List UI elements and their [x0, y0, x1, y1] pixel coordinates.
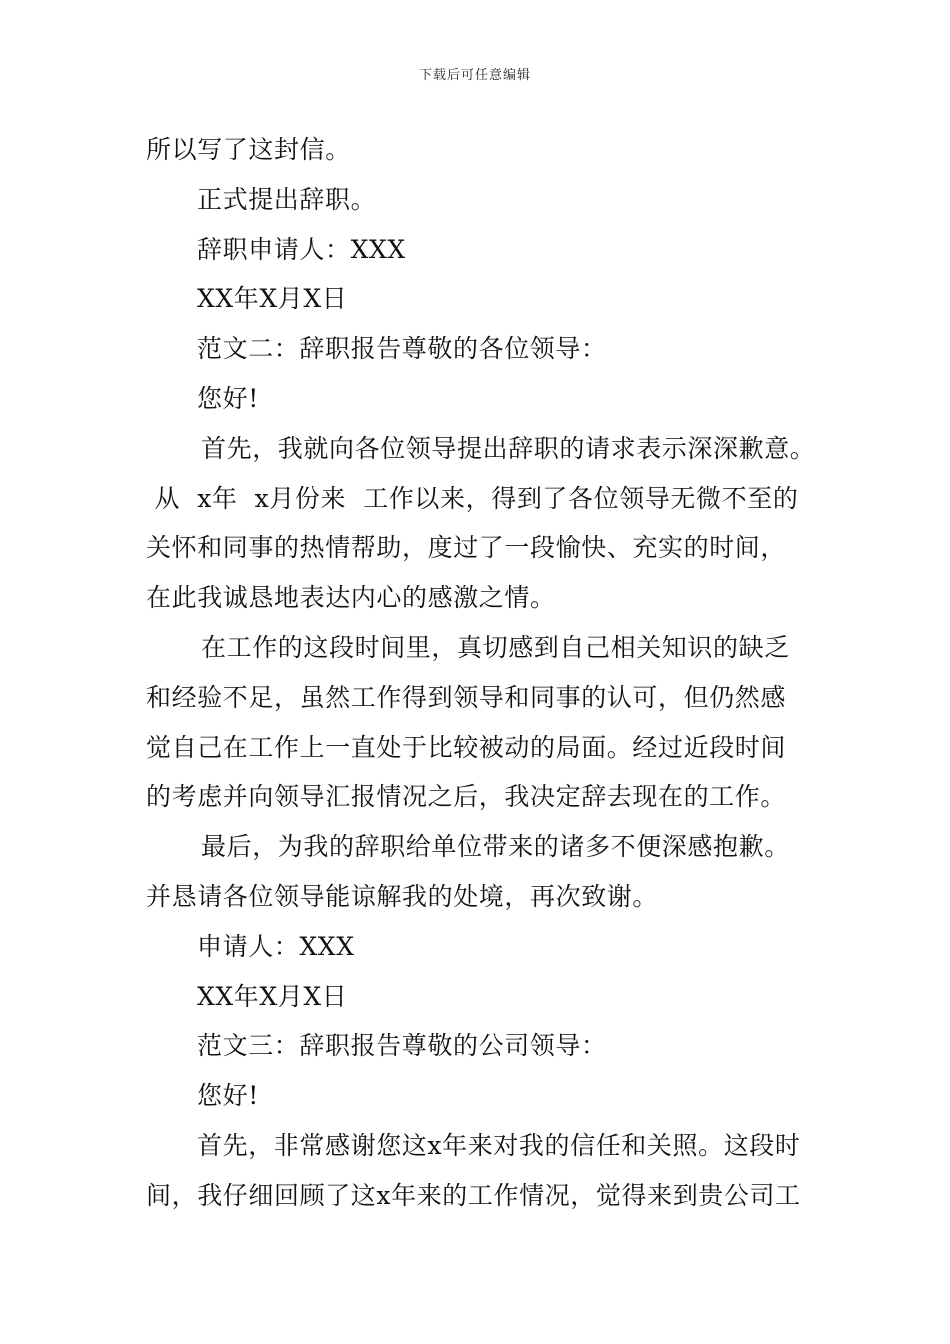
page-header-note: 下载后可任意编辑	[418, 68, 531, 83]
section-heading: 范文三：辞职报告尊敬的公司领导：	[197, 1031, 607, 1061]
paragraph-line: 并恳请各位领导能谅解我的处境，再次致谢。	[146, 881, 659, 911]
document-body	[146, 125, 826, 1221]
paragraph-line: 在此我诚恳地表达内心的感激之情。	[146, 583, 556, 613]
text-line: 所以写了这封信。	[146, 135, 351, 164]
paragraph-line: 在工作的这段时间里，真切感到自己相关知识的缺乏	[201, 632, 790, 662]
paragraph-line: 间，我仔细回顾了这x年来的工作情况，觉得来到贵公司工	[146, 1180, 801, 1210]
paragraph-line: 觉自己在工作上一直处于比较被动的局面。经过近段时间	[146, 732, 787, 762]
date-line: XX年X月X日	[197, 981, 348, 1011]
section-heading: 范文二：辞职报告尊敬的各位领导：	[197, 334, 607, 364]
paragraph-line: 首先，我就向各位领导提出辞职的请求表示深深歉意。	[201, 433, 816, 463]
applicant-line: 申请人：XXX	[197, 931, 355, 961]
greeting: 您好!	[197, 383, 259, 413]
text-line: XX年X月X日	[197, 284, 348, 314]
paragraph-line: 最后，为我的辞职给单位带来的诸多不便深感抱歉。	[201, 832, 790, 862]
paragraph-line: 首先，非常感谢您这x年来对我的信任和关照。这段时	[197, 1130, 801, 1160]
greeting: 您好!	[197, 1081, 259, 1111]
paragraph-line: 的考虑并向领导汇报情况之后，我决定辞去现在的工作。	[146, 782, 787, 812]
paragraph-line: 从 x年 x月份来 工作以来，得到了各位领导无微不至的	[146, 483, 799, 513]
paragraph-line: 关怀和同事的热情帮助，度过了一段愉快、充实的时间，	[146, 533, 787, 563]
text-line: 辞职申请人：XXX	[197, 234, 406, 264]
paragraph-line: 和经验不足，虽然工作得到领导和同事的认可，但仍然感	[146, 682, 787, 712]
text-line: 正式提出辞职。	[197, 184, 377, 214]
